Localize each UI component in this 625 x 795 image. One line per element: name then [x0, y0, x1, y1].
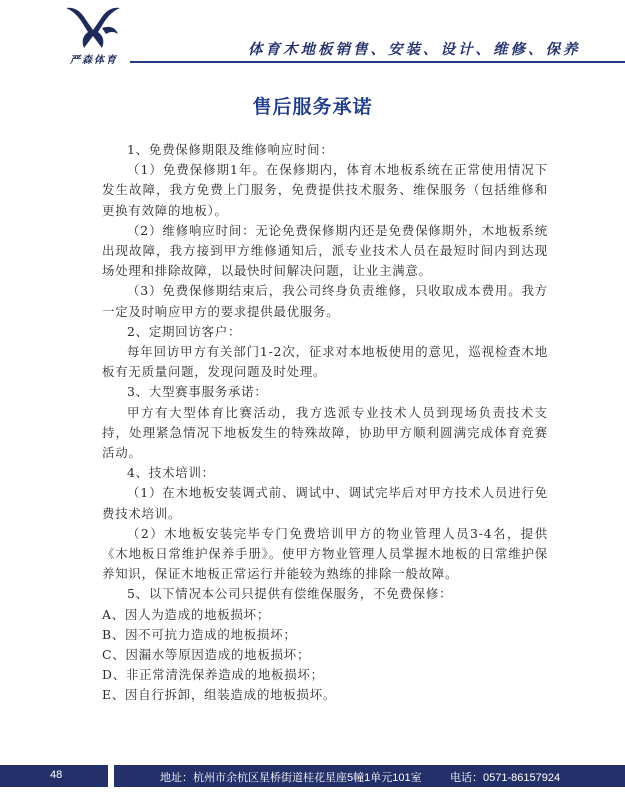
list-item: A、因人为造成的地板损坏； — [102, 606, 271, 622]
section-1-paragraph-3: （3）免费保修期结束后，我公司终身负责维修，只收取成本费用。我方一定及时响应甲方的要求提供最优服务。 — [102, 283, 548, 319]
section-1-paragraph-2: （2）维修响应时间：无论免费保修期内还是免费保修期外，木地板系统出现故障，我方接到甲方维修通知后，派专业技术人员在最短时间内到达现场处理和排除故障，以最快时间解决问题，让业主满意。 — [102, 222, 548, 279]
section-4-paragraph-2: （2）木地板安装完毕专门免费培训甲方的物业管理人员3-4名，提供《木地板日常维护保养手册》。使甲方物业管理人员掌握木地板的日常维护保养知识，保证木地板正常运行并能较为熟练的排除一般故障。 — [102, 525, 548, 582]
list-item: D、非正常清洗保养造成的地板损坏； — [102, 667, 324, 683]
logo-name: 严森体育 — [70, 55, 118, 66]
section-4-heading: 4、技术培训： — [127, 465, 215, 481]
footer-divider — [108, 765, 114, 787]
section-4-paragraph-1: （1）在木地板安装调式前、调试中、调试完毕后对甲方技术人员进行免费技术培训。 — [102, 485, 548, 521]
section-3-paragraph-1: 甲方有大型体育比赛活动，我方选派专业技术人员到现场负责技术支持，处理紧急情况下地板发生的特殊故障，协助甲方顺利圆满完成体育竞赛活动。 — [102, 404, 548, 461]
section-1-paragraph-1: （1）免费保修期1年。在保修期内，体育木地板系统在正常使用情况下发生故障，我方免费上门服务，免费提供技术服务、维保服务（包括维修和更换有效障的地板）。 — [102, 162, 548, 218]
footer-address: 地址：杭州市余杭区星桥街道桂花星座5幢1单元101室 — [160, 772, 422, 784]
page-header — [0, 0, 625, 72]
list-item: E、因自行拆卸，组装造成的地板损坏。 — [102, 687, 337, 703]
section-2-paragraph-1: 每年回访甲方有关部门1-2次，征求对本地板使用的意见，巡视检查木地板有无质量问题，发现问题及时处理。 — [102, 344, 548, 380]
page-footer — [0, 765, 625, 787]
section-5-heading: 5、以下情况本公司只提供有偿维保服务，不免费保修： — [127, 586, 453, 602]
section-1-heading: 1、免费保修期限及维修响应时间： — [127, 142, 334, 157]
header-divider — [130, 61, 625, 63]
company-logo-icon — [62, 4, 124, 50]
section-2-heading: 2、定期回访客户： — [127, 323, 242, 339]
page-number: 48 — [50, 769, 63, 781]
document-body — [102, 140, 548, 706]
list-item: C、因漏水等原因造成的地板损坏； — [102, 647, 311, 663]
section-3-heading: 3、大型赛事服务承诺： — [127, 384, 268, 400]
footer-phone: 电话：0571-86157924 — [450, 772, 561, 784]
page-title: 售后服务承诺 — [252, 96, 373, 118]
header-slogan: 体育木地板销售、安装、设计、维修、保养 — [248, 41, 581, 58]
list-item: B、因不可抗力造成的地板损坏； — [102, 626, 297, 642]
